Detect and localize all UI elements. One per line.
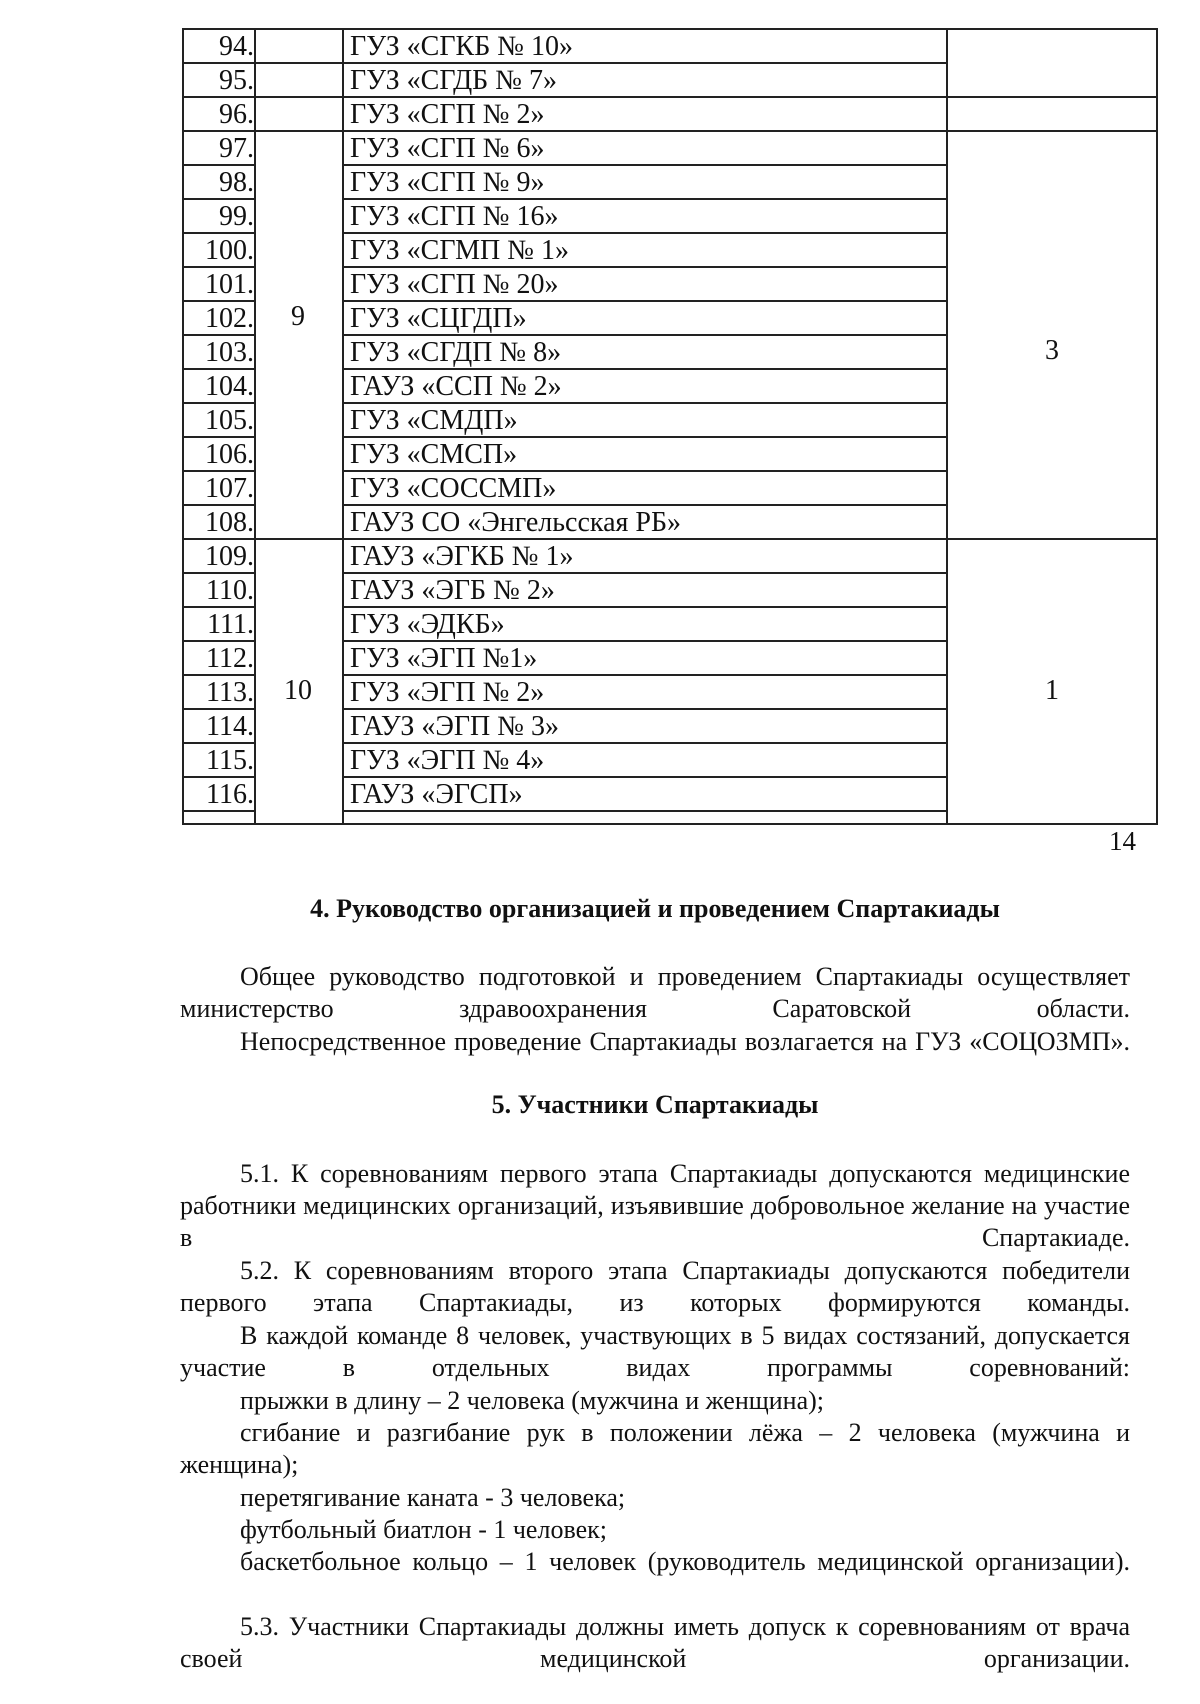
paragraph-5-2: 5.2. К соревнованиям второго этапа Спартакиады допускаются победители первого этапа Спартакиады, из которых формируются команды.: [180, 1256, 1130, 1317]
organization-name: ГУЗ «ЭДКБ»: [350, 609, 505, 640]
organization-name: ГУЗ «СОССМП»: [350, 473, 557, 504]
row-number: 113.: [206, 677, 254, 708]
teams-table: [182, 28, 1158, 825]
row-number: 99.: [219, 201, 254, 232]
row-number: 114.: [206, 711, 254, 742]
row-number: 104.: [205, 371, 254, 402]
row-number: 111.: [207, 609, 254, 640]
total-teams: 14: [1109, 826, 1136, 856]
row-number: 106.: [205, 439, 254, 470]
row-number: 108.: [205, 507, 254, 538]
list-item: сгибание и разгибание рук в положении лёжа – 2 человека (мужчина и женщина);: [180, 1418, 1130, 1479]
row-number: 94.: [219, 31, 254, 62]
row-number: 95.: [219, 65, 254, 96]
organization-name: ГАУЗ «ЭГБ № 2»: [350, 575, 555, 606]
row-number: 116.: [206, 779, 254, 810]
list-item: прыжки в длину – 2 человека (мужчина и женщина);: [240, 1386, 825, 1415]
row-number: 105.: [205, 405, 254, 436]
row-number: 102.: [205, 303, 254, 334]
row-number: 107.: [205, 473, 254, 504]
list-item: футбольный биатлон - 1 человек;: [240, 1515, 607, 1544]
team-count: 1: [1045, 675, 1059, 706]
organization-name: ГАУЗ «ЭГСП»: [350, 779, 523, 810]
section-4-heading: 4. Руководство организацией и проведением Спартакиады: [310, 894, 1000, 923]
organization-name: ГУЗ «СГП № 6»: [350, 133, 545, 164]
row-number: 98.: [219, 167, 254, 198]
organization-name: ГАУЗ «ЭГКБ № 1»: [350, 541, 574, 572]
organization-name: ГАУЗ «ЭГП № 3»: [350, 711, 559, 742]
organization-name: ГУЗ «СГП № 16»: [350, 201, 559, 232]
row-number: 115.: [206, 745, 254, 776]
organization-name: ГУЗ «ЭГП № 2»: [350, 677, 545, 708]
organization-name: ГУЗ «СМСП»: [350, 439, 518, 470]
paragraph-5-3: 5.3. Участники Спартакиады должны иметь допуск к соревнованиям от врача своей медицинской организации.: [180, 1612, 1130, 1673]
list-item: перетягивание каната - 3 человека;: [240, 1483, 626, 1512]
row-number: 97.: [219, 133, 254, 164]
row-number: 96.: [219, 99, 254, 130]
row-number: 110.: [206, 575, 254, 606]
organization-name: ГУЗ «СМДП»: [350, 405, 518, 436]
paragraph-5-1: 5.1. К соревнованиям первого этапа Спартакиады допускаются медицинские работники медицинских организаций, изъявившие добровольное желание на участие в Спартакиаде.: [180, 1159, 1130, 1252]
organization-name: ГУЗ «СГМП № 1»: [350, 235, 569, 266]
list-item: баскетбольное кольцо – 1 человек (руководитель медицинской организации).: [240, 1547, 1130, 1576]
organization-name: ГУЗ «СГП № 20»: [350, 269, 559, 300]
organization-name: ГУЗ «СГКБ № 10»: [350, 31, 574, 62]
organization-name: ГАУЗ СО «Энгельсская РБ»: [350, 507, 682, 538]
section-5-heading: 5. Участники Спартакиады: [491, 1090, 819, 1119]
organization-name: ГУЗ «СГП № 2»: [350, 99, 545, 130]
row-number: 112.: [206, 643, 254, 674]
organization-name: ГУЗ «СЦГДП»: [350, 303, 527, 334]
row-number: 101.: [205, 269, 254, 300]
team-count: 3: [1045, 335, 1059, 366]
row-number: 100.: [205, 235, 254, 266]
row-number: 103.: [205, 337, 254, 368]
section-4-paragraph: Непосредственное проведение Спартакиады возлагается на ГУЗ «СОЦОЗМП».: [240, 1027, 1130, 1056]
organization-name: ГУЗ «СГДП № 8»: [350, 337, 562, 368]
organization-name: ГАУЗ «ССП № 2»: [350, 371, 562, 402]
organization-name: ГУЗ «ЭГП № 4»: [350, 745, 545, 776]
team-composition-paragraph: В каждой команде 8 человек, участвующих в 5 видах состязаний, допускается участие в отдельных видах программы соревнований:: [180, 1321, 1130, 1382]
row-number: 109.: [205, 541, 254, 572]
organization-name: ГУЗ «СГП № 9»: [350, 167, 545, 198]
section-4-paragraph: Общее руководство подготовкой и проведением Спартакиады осуществляет министерство здравоохранения Саратовской области.: [180, 962, 1130, 1023]
group-number: 10: [284, 675, 312, 706]
group-number: 9: [291, 301, 305, 332]
organization-name: ГУЗ «ЭГП №1»: [350, 643, 538, 674]
organization-name: ГУЗ «СГДБ № 7»: [350, 65, 557, 96]
